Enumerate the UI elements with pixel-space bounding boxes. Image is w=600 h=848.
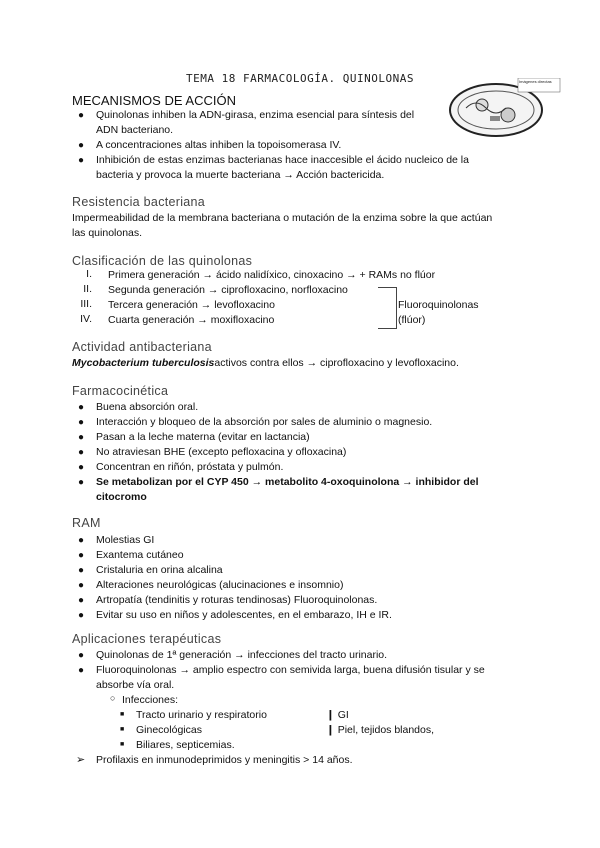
section-heading-actividad: Actividad antibacteriana bbox=[72, 340, 212, 354]
list-item: Cuarta generación → moxifloxacino bbox=[108, 314, 275, 326]
bullet-icon: ● bbox=[78, 650, 85, 661]
section-heading-resistencia: Resistencia bacteriana bbox=[72, 195, 206, 209]
bullet-icon: ● bbox=[78, 432, 85, 443]
sublist-right-item: ❙ GI bbox=[326, 709, 349, 721]
bullet-icon: ● bbox=[78, 402, 85, 413]
list-item: Profilaxis en inmunodeprimidos y meningitis > 14 años. bbox=[96, 754, 353, 766]
organism-name: Mycobacterium tuberculosis bbox=[72, 357, 215, 369]
side-label: (flúor) bbox=[398, 314, 426, 326]
list-item: Buena absorción oral. bbox=[96, 401, 199, 413]
list-item: Alteraciones neurológicas (alucinaciones e insomnio) bbox=[96, 579, 344, 591]
list-item: Interacción y bloqueo de la absorción por sales de aluminio o magnesio. bbox=[96, 416, 433, 428]
list-item: Segunda generación → ciprofloxacino, norfloxacino bbox=[108, 284, 348, 296]
bullet-icon: ● bbox=[78, 110, 85, 121]
list-item-continuation: ADN bacteriano. bbox=[96, 124, 174, 136]
list-item: Inhibición de estas enzimas bacterianas hace inaccesible el ácido nucleico de la bbox=[96, 154, 469, 166]
bacteria-diagram bbox=[446, 78, 562, 142]
paragraph-line: Impermeabilidad de la membrana bacteriana o mutación de la enzima sobre la que actúan bbox=[72, 212, 493, 224]
paragraph-line bbox=[72, 356, 459, 371]
list-item-continuation: bacteria y provoca la muerte bacteriana → Acción bactericida. bbox=[96, 169, 385, 181]
bullet-icon: ● bbox=[78, 155, 85, 166]
bullet-icon: ● bbox=[78, 595, 85, 606]
square-bullet-icon: ■ bbox=[120, 726, 125, 733]
document-title: TEMA 18 FARMACOLOGÍA. QUINOLONAS bbox=[186, 72, 414, 85]
roman-numeral: IV. bbox=[80, 313, 92, 325]
list-item: Concentran en riñón, próstata y pulmón. bbox=[96, 461, 284, 473]
bullet-icon: ● bbox=[78, 610, 85, 621]
bullet-icon: ● bbox=[78, 535, 85, 546]
bullet-icon: ● bbox=[78, 462, 85, 473]
list-item: No atraviesan BHE (excepto pefloxacina y ofloxacina) bbox=[96, 446, 347, 458]
list-item: Tercera generación → levofloxacino bbox=[108, 299, 275, 311]
section-heading-ram: RAM bbox=[72, 516, 101, 530]
square-bullet-icon: ■ bbox=[120, 741, 125, 748]
list-item: Fluoroquinolonas → amplio espectro con semivida larga, buena difusión tisular y se bbox=[96, 664, 485, 676]
sublist-item: Ginecológicas bbox=[136, 724, 202, 736]
list-item: Evitar su uso en niños y adolescentes, en el embarazo, IH e IR. bbox=[96, 609, 392, 621]
bullet-icon: ● bbox=[78, 580, 85, 591]
bullet-icon: ● bbox=[78, 550, 85, 561]
list-item: Exantema cutáneo bbox=[96, 549, 184, 561]
sublist-heading: Infecciones: bbox=[122, 694, 179, 706]
square-bullet-icon: ■ bbox=[120, 711, 125, 718]
diagram-label: Imágenes directas bbox=[519, 79, 552, 84]
list-item: Pasan a la leche materna (evitar en lactancia) bbox=[96, 431, 310, 443]
bullet-icon: ● bbox=[78, 565, 85, 576]
section-heading-farmacocinetica: Farmacocinética bbox=[72, 384, 169, 398]
section-heading-aplicaciones: Aplicaciones terapéuticas bbox=[72, 632, 222, 646]
list-item-continuation: absorbe vía oral. bbox=[96, 679, 175, 691]
circle-bullet-icon: ○ bbox=[110, 693, 116, 703]
list-item-bold-continuation: citocromo bbox=[96, 491, 147, 503]
bullet-icon: ● bbox=[78, 447, 85, 458]
list-item: Quinolonas de 1ª generación → infecciones del tracto urinario. bbox=[96, 649, 388, 661]
section-heading-mecanismos: MECANISMOS DE ACCIÓN bbox=[72, 93, 236, 108]
side-label: Fluoroquinolonas bbox=[398, 299, 479, 311]
sublist-right-item: ❙ Piel, tejidos blandos, bbox=[326, 724, 435, 736]
section-heading-clasificacion: Clasificación de las quinolonas bbox=[72, 254, 253, 268]
activity-text: activos contra ellos → ciprofloxacino y levofloxacino. bbox=[214, 357, 459, 369]
list-item: Molestias GI bbox=[96, 534, 155, 546]
arrow-bullet-icon: ➢ bbox=[76, 754, 86, 766]
roman-numeral: III. bbox=[80, 298, 92, 310]
roman-numeral: I. bbox=[86, 268, 92, 280]
bullet-icon: ● bbox=[78, 140, 85, 151]
list-item: Primera generación → ácido nalidíxico, cinoxacino → + RAMs no flúor bbox=[108, 269, 436, 281]
bullet-icon: ● bbox=[78, 477, 85, 488]
bracket bbox=[378, 287, 397, 329]
list-item-bold: Se metabolizan por el CYP 450 → metabolito 4-oxoquinolona → inhibidor del bbox=[96, 476, 479, 488]
list-item: Quinolonas inhiben la ADN-girasa, enzima esencial para síntesis del bbox=[96, 109, 415, 121]
paragraph-line: las quinolonas. bbox=[72, 227, 143, 239]
sublist-item: Tracto urinario y respiratorio bbox=[136, 709, 267, 721]
roman-numeral: II. bbox=[83, 283, 92, 295]
list-item: Artropatía (tendinitis y roturas tendinosas) Fluoroquinolonas. bbox=[96, 594, 378, 606]
list-item: A concentraciones altas inhiben la topoisomerasa IV. bbox=[96, 139, 342, 151]
bullet-icon: ● bbox=[78, 417, 85, 428]
bullet-icon: ● bbox=[78, 665, 85, 676]
list-item: Cristaluria en orina alcalina bbox=[96, 564, 223, 576]
sublist-item: Biliares, septicemias. bbox=[136, 739, 235, 751]
